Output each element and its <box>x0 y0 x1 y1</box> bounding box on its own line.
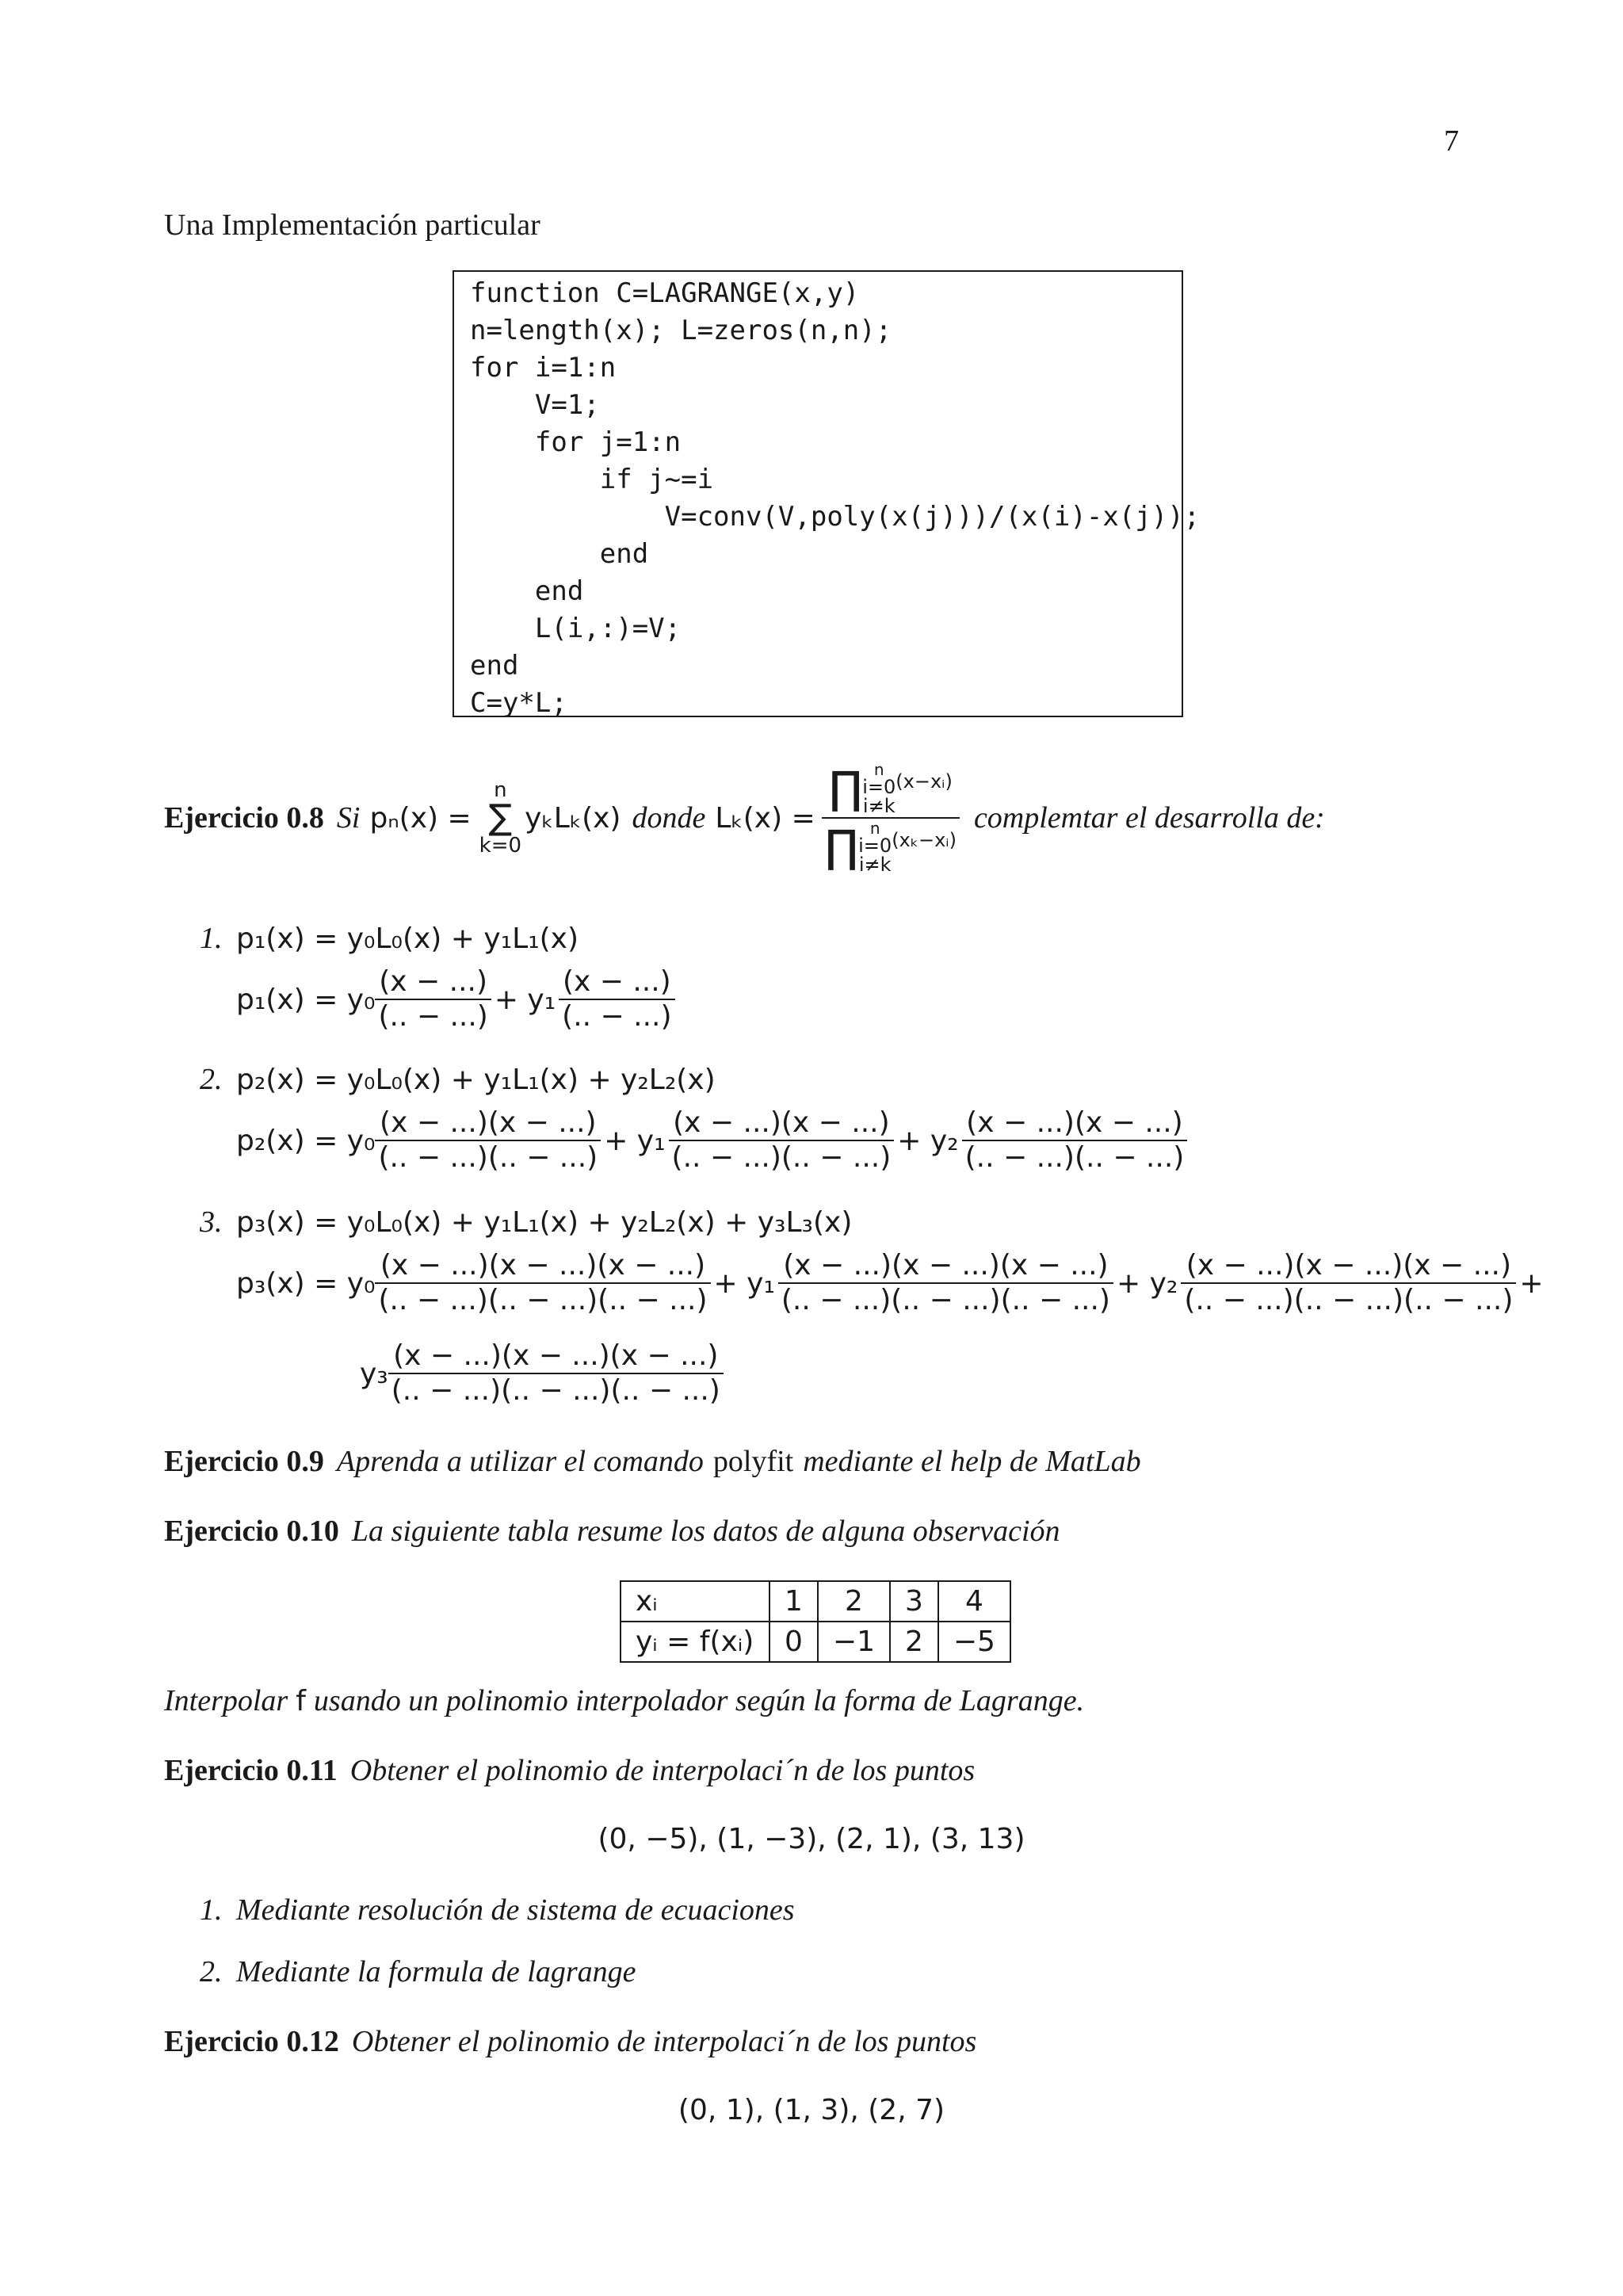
code-line: end <box>470 650 519 682</box>
item-lhs: y₃ <box>360 1357 388 1390</box>
table-cell: −1 <box>818 1622 890 1662</box>
ejercicio-12 <box>164 2024 976 2059</box>
code-line: if j~=i <box>470 464 714 495</box>
points-12: (0, 1), (1, 3), (2, 7) <box>678 2094 945 2126</box>
fraction-denominator: (.. − ...)(.. − ...)(.. − ...) <box>1184 1284 1514 1316</box>
item-number: 2. <box>200 1063 223 1096</box>
item-text: Mediante resolución de sistema de ecuaciones <box>236 1893 795 1927</box>
ejercicio-11 <box>164 1753 975 1788</box>
math-symbol: f <box>296 1684 306 1717</box>
fraction-denominator: (.. − ...)(.. − ...) <box>671 1141 892 1174</box>
item-number: 3. <box>200 1205 223 1239</box>
code-line: for i=1:n <box>470 352 617 384</box>
ejercicio-10-after <box>164 1683 1084 1718</box>
sum-lower: k=0 <box>479 834 522 858</box>
item-3-line3 <box>360 1339 724 1408</box>
prod-lower: i=0 <box>862 776 896 798</box>
code-line: end <box>470 538 649 570</box>
fraction-numerator: (x − ...)(x − ...)(x − ...) <box>1181 1249 1516 1284</box>
item-1-line1 <box>200 921 579 956</box>
sum-upper: n <box>494 778 507 802</box>
prod-upper: n <box>869 819 880 838</box>
code-line: V=conv(V,poly(x(j)))/(x(i)-x(j)); <box>470 501 1201 533</box>
fraction-denominator: (.. − ...)(.. − ...)(.. − ...) <box>781 1284 1110 1316</box>
prod-symbol: ∏ <box>824 821 859 873</box>
command-name: polyfit <box>712 1445 794 1478</box>
fraction-numerator: (x − ...)(x − ...)(x − ...) <box>778 1249 1113 1284</box>
table-cell: 0 <box>769 1622 818 1662</box>
exercise-text: La siguiente tabla resume los datos de alguna observación <box>351 1515 1060 1548</box>
sum-symbol: ∑ <box>488 797 513 838</box>
fraction-denominator: (.. − ...)(.. − ...)(.. − ...) <box>391 1374 720 1407</box>
code-line: V=1; <box>470 389 600 421</box>
item-formula: p₁(x) = y₀L₀(x) + y₁L₁(x) <box>236 922 579 955</box>
exercise-text: Obtener el polinomio de interpolaci´n de los puntos <box>351 2025 977 2058</box>
code-line: function C=LAGRANGE(x,y) <box>470 277 860 309</box>
intro-text: Una Implementación particular <box>164 208 540 242</box>
item-lhs: p₁(x) = y₀ <box>236 983 376 1016</box>
trailing-plus: + <box>1519 1266 1544 1300</box>
exercise-label: Ejercicio 0.9 <box>164 1445 324 1478</box>
exercise-text: Interpolar <box>164 1684 288 1717</box>
prod-lower-cond: i≠k <box>858 854 892 876</box>
prod-den-term: (xₖ−xᵢ) <box>892 829 957 851</box>
table-cell: 3 <box>890 1581 938 1622</box>
item-number: 1. <box>200 922 223 955</box>
item-number: 2. <box>200 1955 223 1988</box>
item-2-line2 <box>236 1106 1187 1175</box>
code-line: for j=1:n <box>470 426 682 458</box>
sum-operator <box>479 780 521 856</box>
plus-term: + y₁ <box>494 983 556 1016</box>
plus-term: + y₂ <box>897 1124 959 1157</box>
fraction-denominator: (.. − ...)(.. − ...) <box>964 1141 1185 1174</box>
fraction-denominator: (.. − ...) <box>378 1000 488 1033</box>
fraction-denominator: (.. − ...)(.. − ...)(.. − ...) <box>378 1284 708 1316</box>
exercise-text: Obtener el polinomio de interpolaci´n de los puntos <box>349 1754 976 1787</box>
table-row <box>621 1581 1010 1622</box>
fraction-numerator: (x − ...) <box>559 965 674 1000</box>
lk-fraction <box>822 762 960 874</box>
prod-num-term: (x−xᵢ) <box>896 770 953 793</box>
code-line: C=y*L; <box>470 687 567 719</box>
item-formula: p₃(x) = y₀L₀(x) + y₁L₁(x) + y₂L₂(x) + y₃L₃(x) <box>236 1205 853 1239</box>
pn-lhs: pₙ(x) = <box>369 801 472 835</box>
item-3-line2 <box>236 1249 1544 1317</box>
table-cell: 1 <box>769 1581 818 1622</box>
code-line: end <box>470 575 584 607</box>
code-line: n=length(x); L=zeros(n,n); <box>470 315 892 346</box>
code-line: L(i,:)=V; <box>470 613 682 644</box>
fraction-numerator: (x − ...) <box>375 965 491 1000</box>
fraction-numerator: (x − ...)(x − ...)(x − ...) <box>375 1249 710 1284</box>
table-header-cell: yᵢ = f(xᵢ) <box>621 1622 769 1662</box>
table-row <box>621 1622 1010 1662</box>
item-formula: p₂(x) = y₀L₀(x) + y₁L₁(x) + y₂L₂(x) <box>236 1063 716 1096</box>
ejercicio-10 <box>164 1514 1060 1549</box>
page-number: 7 <box>1444 124 1459 158</box>
prod-upper: n <box>873 760 884 779</box>
table-cell: −5 <box>938 1622 1010 1662</box>
item-number: 1. <box>200 1893 223 1927</box>
ejercicio-08-header <box>164 748 1325 888</box>
table-cell: 4 <box>938 1581 1010 1622</box>
plus-term: + y₁ <box>713 1266 775 1300</box>
fraction-denominator: (.. − ...)(.. − ...) <box>378 1141 598 1174</box>
exercise-label: Ejercicio 0.12 <box>164 2025 339 2058</box>
plus-term: + y₂ <box>1116 1266 1178 1300</box>
sum-term: yₖLₖ(x) <box>525 801 621 835</box>
fraction-numerator: (x − ...)(x − ...) <box>375 1106 601 1141</box>
table-cell: 2 <box>818 1581 890 1622</box>
item-3-line1 <box>200 1205 852 1240</box>
exercise-text: mediante el help de MatLab <box>803 1445 1141 1478</box>
ej11-item-1 <box>200 1893 795 1927</box>
item-text: Mediante la formula de lagrange <box>236 1955 636 1988</box>
exercise-text: usando un polinomio interpolador según la forma de Lagrange. <box>313 1684 1085 1717</box>
table-header-cell: xᵢ <box>621 1581 769 1622</box>
code-box <box>453 270 1201 719</box>
plus-term: + y₁ <box>604 1124 666 1157</box>
fraction-denominator: (.. − ...) <box>562 1000 672 1033</box>
exercise-text: Aprenda a utilizar el comando <box>336 1445 704 1478</box>
exercise-label: Ejercicio 0.8 <box>164 801 324 835</box>
text-donde: donde <box>632 801 706 835</box>
item-lhs: p₃(x) = y₀ <box>236 1266 376 1300</box>
item-2-line1 <box>200 1062 716 1097</box>
table-cell: 2 <box>890 1622 938 1662</box>
points-11: (0, −5), (1, −3), (2, 1), (3, 13) <box>598 1823 1025 1855</box>
exercise-label: Ejercicio 0.10 <box>164 1515 339 1548</box>
ej11-item-2 <box>200 1954 636 1989</box>
fraction-numerator: (x − ...)(x − ...)(x − ...) <box>388 1339 724 1374</box>
prod-lower-cond: i≠k <box>862 795 896 817</box>
item-lhs: p₂(x) = y₀ <box>236 1124 376 1157</box>
ejercicio-09 <box>164 1444 1141 1479</box>
prod-symbol: ∏ <box>828 762 863 814</box>
text-tail: complemtar el desarrolla de: <box>973 801 1325 835</box>
data-table <box>620 1580 1011 1663</box>
exercise-label: Ejercicio 0.11 <box>164 1754 338 1787</box>
fraction-numerator: (x − ...)(x − ...) <box>962 1106 1188 1141</box>
fraction-numerator: (x − ...)(x − ...) <box>669 1106 895 1141</box>
prod-lower: i=0 <box>858 835 892 857</box>
item-1-line2 <box>236 965 675 1033</box>
text-si: Si <box>336 801 361 835</box>
lk-lhs: Lₖ(x) = <box>715 801 815 835</box>
